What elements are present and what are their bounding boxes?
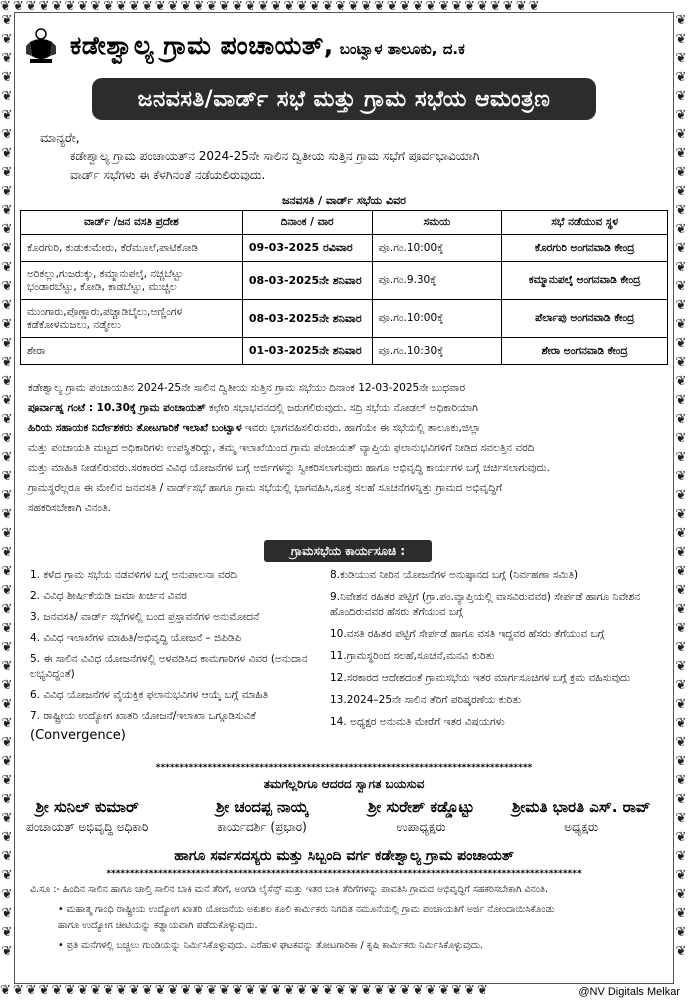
list-item: 6. ವಿವಿಧ ಯೋಜನೆಗಳ ವೈಯಕ್ತಿಕ ಫಲಾನುಭವಿಗಳ ಆಯ್ಕೆ ಬಗ್ಗೆ ಮಾಹಿತಿ [30, 689, 269, 701]
list-item: 3. ಜನವಸತಿ/ ವಾರ್ಡ್ ಸಭೆಗಳಲ್ಲಿ ಬಂದ ಪ್ರಸ್ತಾವನೆಗಳ ಅನುಮೋದನೆ [30, 611, 260, 623]
official-role: ಅಧ್ಯಕ್ಷರು [564, 820, 599, 834]
agenda-title: ಗ್ರಾಮಸಭೆಯ ಕಾರ್ಯಸೂಚಿ : [264, 540, 432, 562]
header-time: ಸಮಯ [372, 211, 502, 235]
note-item: • ಮಹಾತ್ಮ ಗಾಂಧಿ ರಾಷ್ಟ್ರೀಯ ಉದ್ಯೋಗ ಖಾತರಿ ಯೋಜನೆಯ ಅಕುಶಲ ಕೂಲಿ ಕಾರ್ಮಿಕರು ನಿಗದಿತ ನಮೂನೆಯಲ್ಲಿ ಗ್ರಾಮ ಪಂಚಾಯತಿಗೆ ಅರ್ಜಿ ನೋಂದಾಯಿಸಿಕೊಂಡು [58, 904, 555, 915]
convergence-label: (Convergence) [30, 728, 126, 743]
official-name: ಶ್ರೀ ಚಂದಪ್ಪ ನಾಯ್ಕ [216, 798, 309, 816]
table-row [21, 235, 668, 262]
ward-meeting-schedule-table [20, 210, 668, 365]
decorative-border-top: ❦❦❦❦❦❦❦❦❦❦❦❦❦❦❦❦❦❦❦❦❦❦❦❦❦❦❦❦❦❦❦❦❦❦❦❦❦❦❦❦❦❦ [0, 0, 542, 14]
notes [30, 882, 664, 958]
cell-place: ಕೊರಗುರಿ ಅಂಗನವಾಡಿ ಕೇಂದ್ರ [502, 235, 668, 262]
list-item: 5. ಈ ಸಾಲಿನ ವಿವಿಧ ಯೋಜನೆಗಳಲ್ಲಿ ಅಳವಡಿಸಿದ ಕಾಮಗಾರಿಗಳ ವಿವರ (ಅನುದಾನ ಲಭ್ಯವಿದ್ದಂತೆ) [30, 653, 308, 680]
list-item: 12.ಸರಕಾರದ ಆದೇಶದಂತೆ ಗ್ರಾಮಸಭೆಯ ಇತರ ಮಾರ್ಗಸೂಚಿಗಳ ಬಗ್ಗೆ ಕ್ರಮ ವಹಿಸುವುದು [330, 672, 631, 684]
notice-line-2-rest: ಕಛೇರಿ ಸಭಾಭವನದಲ್ಲಿ ಜರುಗಲಿರುವುದು. ಸದ್ರಿ ಸಭೆಯ ನೋಡಲ್ ಅಧಿಕಾರಿಯಾಗಿ [205, 402, 478, 414]
official-role: ಉಪಾಧ್ಯಕ್ಷರು [396, 820, 446, 834]
cell-date: 09-03-2025 ರವಿವಾರ [242, 235, 372, 262]
welcome-line: ತಮಗೆಲ್ಲರಿಗೂ ಆದರದ ಸ್ವಾಗತ ಬಯಸುವ [263, 777, 425, 791]
cell-time: ಪೂ.ಗಂ.10:00ಕ್ಕೆ [372, 235, 502, 262]
list-item: 9.ನಿವೇಶನ ರಹಿತರ ಪಟ್ಟಿಗೆ (ಗ್ರಾ.ಪಂ.ವ್ಯಾಪ್ತಿಯಲ್ಲಿ ವಾಸವಿರುವವರ) ಸೇರ್ಪಡೆ ಹಾಗೂ ನಿವೇಶನ ಹೊಂದಿರುವವರ ಹೆಸರು ತೆಗೆಯುವ ಬಗ್ಗೆ [330, 591, 641, 618]
decorative-border-bottom: ❦❦❦❦❦❦❦❦❦❦❦❦❦❦❦❦❦❦❦❦❦❦❦❦❦❦❦❦❦❦❦❦❦❦❦❦❦❦ [0, 984, 490, 998]
cell-date: 08-03-2025ನೇ ಶನಿವಾರ [242, 300, 372, 338]
greeting: ಮಾನ್ಯರೇ, [40, 130, 80, 145]
agenda-left-column [30, 568, 330, 743]
official-secretary [216, 798, 308, 835]
gram-sabha-notice [28, 378, 664, 518]
official-vice-president [368, 798, 474, 835]
cell-place: ಪೆರ್ಲಾಪು ಅಂಗನವಾಡಿ ಕೇಂದ್ರ [502, 300, 668, 338]
agenda-right-column [330, 568, 670, 743]
taluk-subtitle: ಬಂಟ್ವಾಳ ತಾಲೂಕು, ದ.ಕ [339, 40, 465, 58]
cell-time: ಪೂ.ಗಂ.10:30ಕ್ಕೆ [372, 338, 502, 365]
intro-line-2: ವಾರ್ಡ್ ಸಭೆಗಳು ಈ ಕೆಳಗಿನಂತೆ ನಡೆಯಲಿರುವುದು. [70, 168, 266, 182]
invitation-banner: ಜನವಸತಿ/ವಾರ್ಡ್ ಸಭೆ ಮತ್ತು ಗ್ರಾಮ ಸಭೆಯ ಆಮಂತ್ರಣ [92, 78, 596, 120]
panchayat-title: ಕಡೇಶ್ವಾಲ್ಯ ಗ್ರಾಮ ಪಂಚಾಯತ್, [70, 31, 334, 60]
cell-time: ಪೂ.ಗಂ.10:00ಕ್ಕೆ [372, 300, 502, 338]
table-header-row [21, 211, 668, 235]
official-name: ಶ್ರೀಮತಿ ಭಾರತಿ ಎಸ್. ರಾವ್ [512, 798, 651, 816]
table-row [21, 338, 668, 365]
cell-place: ಶೇರಾ ಅಂಗನವಾಡಿ ಕೇಂದ್ರ [502, 338, 668, 365]
header [20, 26, 668, 66]
cell-time: ಪೂ.ಗಂ.9.30ಕ್ಕೆ [372, 262, 502, 300]
cell-area: ಮುಂಗಾರು,ಪೊಣ್ಣಾರು,ಪಚ್ಚಾಡಿಬೈಲು,ಅಣ್ಣಿಂಗಳ ಕಡೆಕೋಳಮಜಲು, ನಡ್ಮೇಲು [21, 300, 243, 338]
cell-date: 08-03-2025ನೇ ಶನಿವಾರ [242, 262, 372, 300]
notice-time-bold: ಪೂರ್ವಾಹ್ನ ಗಂಟೆ : 10.30ಕ್ಕೆ ಗ್ರಾಮ ಪಂಚಾಯತ್ [28, 402, 206, 414]
notice-line-6: ಗ್ರಾಮಸ್ಥರೆಲ್ಲರೂ ಈ ಮೇಲಿನ ಜನವಸತಿ / ವಾರ್ಡ್‌ಸಭೆ ಹಾಗೂ ಗ್ರಾಮ ಸಭೆಯಲ್ಲಿ ಭಾಗವಹಿಸಿ,ಸೂಕ್ತ ಸಲಹೆ ಸೂಚನೆಗಳನ್ನಿತ್ತು ಗ್ರಾಮದ ಅಭಿವೃದ್ಧಿಗೆ [28, 482, 503, 494]
cell-area: ಕೊರಗುರಿ, ಕುಡುಕುಮೇರು, ಕೆರೆಮೂಲೆ,ಪಾಟಿಕೋಡಿ [21, 235, 243, 262]
star-divider: ******************************************************************************** [155, 763, 533, 773]
list-item: 11.ಗ್ರಾಮಸ್ಥರಿಂದ ಸಲಹೆ,ಸೂಚನೆ,ಮನವಿ ಕುರಿತು [330, 650, 495, 662]
agenda-list [30, 568, 670, 743]
official-pdo [26, 798, 148, 835]
decorative-border-left: ❦ ❦ ❦ ❦ ❦ ❦ ❦ ❦ ❦ ❦ ❦ ❦ ❦ ❦ ❦ ❦ ❦ ❦ ❦ ❦ ❦ ❦ ❦ ❦ ❦ ❦ ❦ ❦ ❦ ❦ ❦ ❦ ❦ ❦ ❦ ❦ ❦ ❦ ❦ ❦ ❦ ❦ ❦ ❦ ❦ ❦ ❦ ❦ ❦ ❦ [1, 14, 13, 959]
cell-date: 01-03-2025ನೇ ಶನಿವಾರ [242, 338, 372, 365]
officials [20, 798, 668, 842]
intro-line-1: ಕಡೇಶ್ವಾಲ್ಯ ಗ್ರಾಮ ಪಂಚಾಯತ್‌ನ 2024-25ನೇ ಸಾಲಿನ ದ್ವಿತೀಯ ಸುತ್ತಿನ ಗ್ರಾಮ ಸಭೆಗೆ ಪೂರ್ವಭಾವಿಯಾಗಿ [70, 149, 480, 163]
notice-line-3-rest: ಇವರು ಭಾಗವಹಿಸಲಿರುವರು. ಹಾಗೆಯೇ ಈ ಸಭೆಯಲ್ಲಿ ತಾಲೂಕು,ಜಿಲ್ಲಾ [241, 422, 481, 434]
cell-place: ಕಮ್ಮಾನುಪಲ್ಕೆ ಅಂಗನವಾಡಿ ಕೇಂದ್ರ [502, 262, 668, 300]
header-place: ಸಭೆ ನಡೆಯುವ ಸ್ಥಳ [502, 211, 668, 235]
cell-area: ಅರಿಕಲ್ಲು,ಗುಜರುಕ್ಕು, ಕಮ್ಮಾನುಪಲ್ಕೆ, ನಚ್ಚಬೆಟ್ಟು ಭಂಡಾರಬೆಟ್ಟು, ಕೋಡಿ, ಕಾಡಬೆಟ್ಟು, ಮುಚ್ಚಿಲ [21, 262, 243, 300]
header-area: ವಾರ್ಡ್ /ಜನ ವಸತಿ ಪ್ರದೇಶ [21, 211, 243, 235]
schedule-caption: ಜನವಸತಿ / ವಾರ್ಡ್ ಸಭೆಯ ವಿವರ [282, 194, 406, 207]
decorative-border-right: ❦ ❦ ❦ ❦ ❦ ❦ ❦ ❦ ❦ ❦ ❦ ❦ ❦ ❦ ❦ ❦ ❦ ❦ ❦ ❦ ❦ ❦ ❦ ❦ ❦ ❦ ❦ ❦ ❦ ❦ ❦ ❦ ❦ ❦ ❦ ❦ ❦ ❦ ❦ ❦ ❦ ❦ ❦ ❦ ❦ ❦ ❦ ❦ ❦ ❦ [675, 14, 687, 959]
nodal-officer-bold: ಹಿರಿಯ ಸಹಾಯಕ ನಿರ್ದೇಶಕರು ತೋಟಗಾರಿಕೆ ಇಲಾಖೆ ಬಂಟ್ವಾಳ [28, 422, 242, 434]
members-staff-line: ಹಾಗೂ ಸರ್ವಸದಸ್ಯರು ಮತ್ತು ಸಿಬ್ಬಂದಿ ವರ್ಗ ಕಡೇಶ್ವಾಲ್ಯ ಗ್ರಾಮ ಪಂಚಾಯತ್ [174, 848, 514, 864]
karnataka-emblem-icon [20, 25, 62, 67]
list-item: 8.ಕುಡಿಯುವ ನೀರಿನ ಯೋಜನೆಗಳ ಅನುಷ್ಠಾನದ ಬಗ್ಗೆ (ನಿರ್ವಹಣಾ ಸಮಿತಿ) [330, 569, 579, 581]
star-divider: ***************************************************************************************************** [106, 869, 582, 879]
notice-line-4: ಮತ್ತು ಪಂಚಾಯತಿ ಮಟ್ಟದ ಅಧಿಕಾರಿಗಳು ಉಪಸ್ಥಿತರಿದ್ದು, ತಮ್ಮ ಇಲಾಖೆಯಿಂದ ಗ್ರಾಮ ಪಂಚಾಯತ್ ವ್ಯಾಪ್ತಿಯ ಫಲಾನುಭವಿಗಳಿಗೆ ನೀಡಿದ ಸವಲತ್ತಿನ ವರದಿ [28, 442, 535, 454]
list-item: 1. ಕಳೆದ ಗ್ರಾಮ ಸಭೆಯ ನಡವಳಿಗಳ ಬಗ್ಗೆ ಅನುಪಾಲನಾ ವರದಿ [30, 569, 238, 581]
official-name: ಶ್ರೀ ಸುರೇಶ್ ಕಡ್ಡೊಟ್ಟು [368, 798, 475, 816]
official-role: ಪಂಚಾಯತ್ ಅಭಿವೃದ್ಧಿ ಅಧಿಕಾರಿ [26, 820, 149, 834]
header-date: ದಿನಾಂಕ / ವಾರ [242, 211, 372, 235]
list-item: 7. ರಾಷ್ಟ್ರೀಯ ಉದ್ಯೋಗ ಖಾತರಿ ಯೋಜನೆ/ಇಲಾಖಾ ಒಗ್ಗೂಡಿಸುವಿಕೆ [30, 710, 256, 722]
notice-line-2 [28, 398, 664, 418]
table-row [21, 300, 668, 338]
list-item: 10.ವಸತಿ ರಹಿತರ ಪಟ್ಟಿಗೆ ಸೇರ್ಪಡೆ ಹಾಗೂ ವಸತಿ ಇದ್ದವರ ಹೆಸರು ತೆಗೆಯುವ ಬಗ್ಗೆ [330, 628, 605, 640]
list-item: 4. ವಿವಿಧ ಇಲಾಖೆಗಳ ಮಾಹಿತಿ/ಅಭಿವೃದ್ಧಿ ಯೋಜನೆ – ಜಿಪಿಡಿಪಿ [30, 632, 242, 644]
list-item: 13.2024–25ನೇ ಸಾಲಿನ ತೆರಿಗೆ ಪರಿಷ್ಕರಣೆಯ ಕುರಿತು [330, 694, 522, 706]
table-row [21, 262, 668, 300]
official-role: ಕಾರ್ಯದರ್ಶಿ (ಪ್ರಭಾರ) [217, 820, 307, 834]
notice-line-1: ಕಡೇಶ್ವಾಲ್ಯ ಗ್ರಾಮ ಪಂಚಾಯತಿನ 2024-25ನೇ ಸಾಲಿನ ದ್ವಿತೀಯ ಸುತ್ತಿನ ಗ್ರಾಮ ಸಭೆಯು ದಿನಾಂಕ 12-03-2025ನೇ ಬುಧವಾರ [28, 382, 466, 394]
list-item: 2. ವಿವಿಧ ಶೀರ್ಷಿಕೆಯಡಿ ಜಮಾ ಖರ್ಚಿನ ವಿವರ [30, 590, 187, 602]
notice-line-3 [28, 418, 664, 438]
official-president [512, 798, 650, 835]
intro [40, 128, 660, 185]
note-item: • ಪ್ರತಿ ಮನೆಗಳಲ್ಲಿ ಬಚ್ಚಲು ಗುಂಡಿಯನ್ನು ನಿರ್ಮಿಸಿಕೊಳ್ಳುವುದು. ಎರೆಹುಳ ಘಟಕವನ್ನು ತೋಟಗಾರಿಕಾ / ಕೃಷಿ ಕಾರ್ಮಿಕರು ನಿರ್ಮಿಸಿಕೊಳ್ಳುವುದು. [58, 940, 483, 951]
cell-area: ಶೇರಾ [21, 338, 243, 365]
watermark-credit: @NV Digitals Melkar [578, 986, 680, 998]
notice-line-5: ಮತ್ತು ಮಾಹಿತಿ ನೀಡಲಿರುವರು.ಸರಕಾರದ ವಿವಿಧ ಯೋಜನೆಗಳ ಬಗ್ಗೆ ಅರ್ಜಿಗಳನ್ನು ಸ್ವೀಕರಿಸಲಾಗುವುದು ಹಾಗೂ ಅಭಿವೃದ್ಧಿ ಕಾರ್ಯಗಳ ಬಗ್ಗೆ ಚರ್ಚಿಸಲಾಗುವುದು. [28, 462, 550, 474]
notice-line-7: ಸಹಕರಿಸಬೇಕಾಗಿ ವಿನಂತಿ. [28, 502, 111, 514]
note-item: ವಿ.ಸೂ :- ಹಿಂದಿನ ಸಾಲಿನ ಹಾಗೂ ಚಾಲ್ತಿ ಸಾಲಿನ ಬಾಕಿ ಮನೆ ತೆರಿಗೆ, ಅಂಗಡಿ ಲೈಸೆನ್ಸ್ ಮತ್ತು ಇತರ ಬಾಕಿ ತೆರಿಗೆಗಳನ್ನು ಪಾವತಿಸಿ ಗ್ರಾಮದ ಅಭಿವೃದ್ಧಿಗೆ ಸಹಕರಿಸಬೇಕಾಗಿ ವಿನಂತಿ. [30, 884, 549, 895]
note-item: ಹಾಗೂ ಉದ್ಯೋಗ ಚೀಟಿಯನ್ನು ಕಡ್ಡಾಯವಾಗಿ ಪಡೆದುಕೊಳ್ಳುವುದು. [58, 920, 258, 931]
official-name: ಶ್ರೀ ಸುನಿಲ್ ಕುಮಾರ್ [35, 798, 139, 816]
list-item: 14. ಅಧ್ಯಕ್ಷರ ಅನುಮತಿ ಮೇರೆಗೆ ಇತರ ವಿಷಯಗಳು [330, 716, 505, 728]
